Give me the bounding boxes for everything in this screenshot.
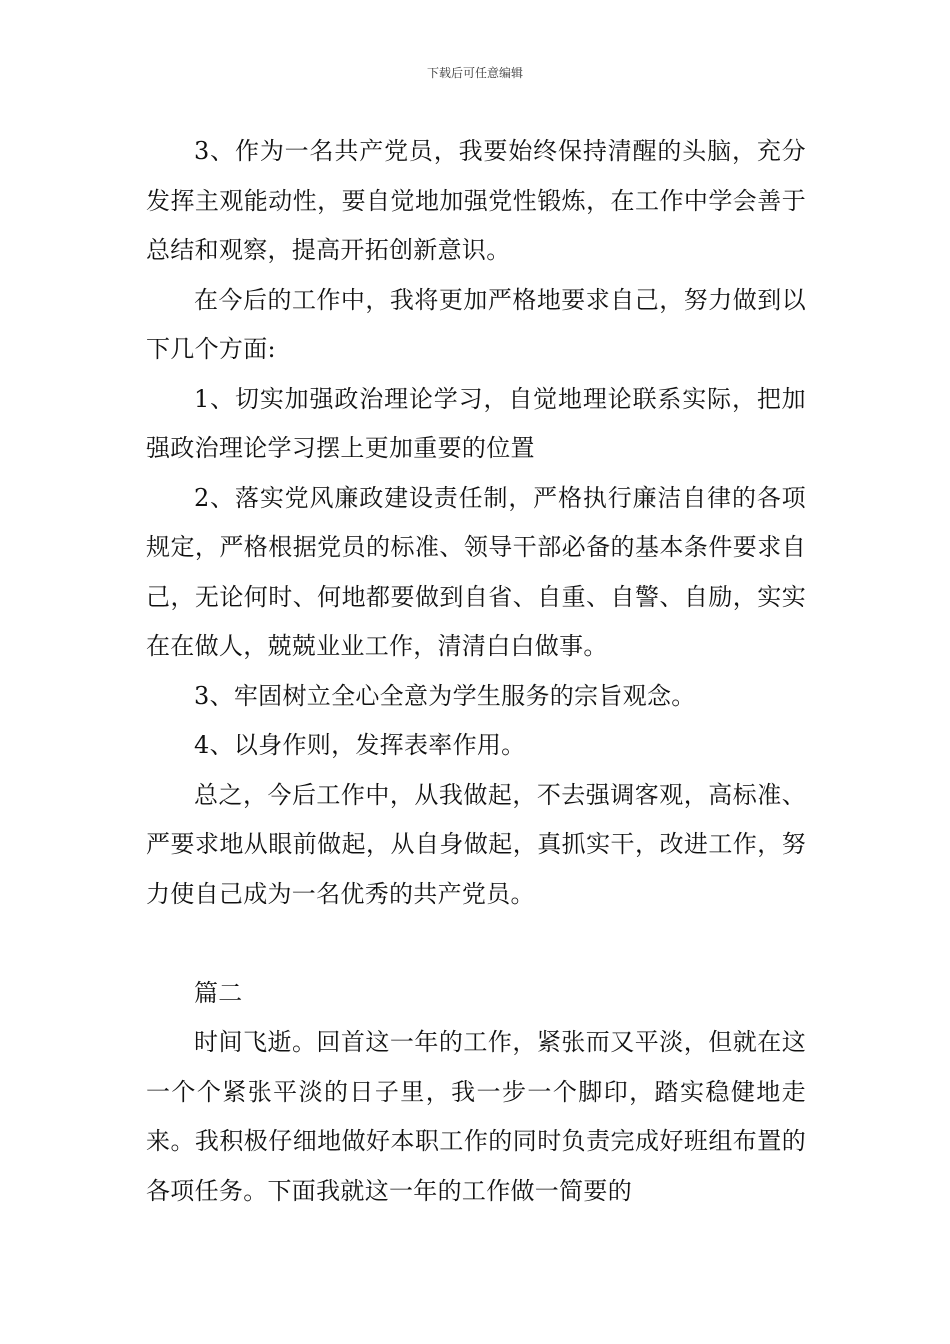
paragraph-conclusion: 总之，今后工作中，从我做起，不去强调客观，高标准、严要求地从眼前做起，从自身做起，真抓实干，改进工作，努力使自己成为一名优秀的共产党员。 <box>146 780 806 908</box>
document-body <box>146 127 806 1216</box>
paragraph-item-3-service: 3、牢固树立全心全意为学生服务的宗旨观念。 <box>194 681 696 710</box>
page-header: 下载后可任意编辑 <box>426 66 523 80</box>
section-heading: 篇二 <box>194 978 243 1007</box>
paragraph-future-aspects-intro: 在今后的工作中，我将更加严格地要求自己，努力做到以下几个方面: <box>146 285 806 363</box>
section-gap <box>146 919 806 969</box>
paragraph-item-1-political-theory: 1、切实加强政治理论学习，自觉地理论联系实际，把加强政治理论学习摆上更加重要的位置 <box>146 384 806 462</box>
paragraph-party-member-awareness: 3、作为一名共产党员，我要始终保持清醒的头脑，充分发挥主观能动性，要自觉地加强党性锻炼，在工作中学会善于总结和观察，提高开拓创新意识。 <box>146 137 806 264</box>
paragraph-item-4-example: 4、以身作则，发挥表率作用。 <box>194 731 526 759</box>
paragraph-section2-intro: 时间飞逝。回首这一年的工作，紧张而又平淡，但就在这一个个紧张平淡的日子里，我一步一个脚印，踏实稳健地走来。我积极仔细地做好本职工作的同时负责完成好班组布置的各项任务。下面我就这一年的工作做一简要的 <box>146 1028 806 1205</box>
paragraph-item-2-integrity: 2、落实党风廉政建设责任制，严格执行廉洁自律的各项规定，严格根据党员的标准、领导干部必备的基本条件要求自己，无论何时、何地都要做到自省、自重、自警、自励，实实在在做人，兢兢业业工作，清清白白做事。 <box>146 483 806 660</box>
